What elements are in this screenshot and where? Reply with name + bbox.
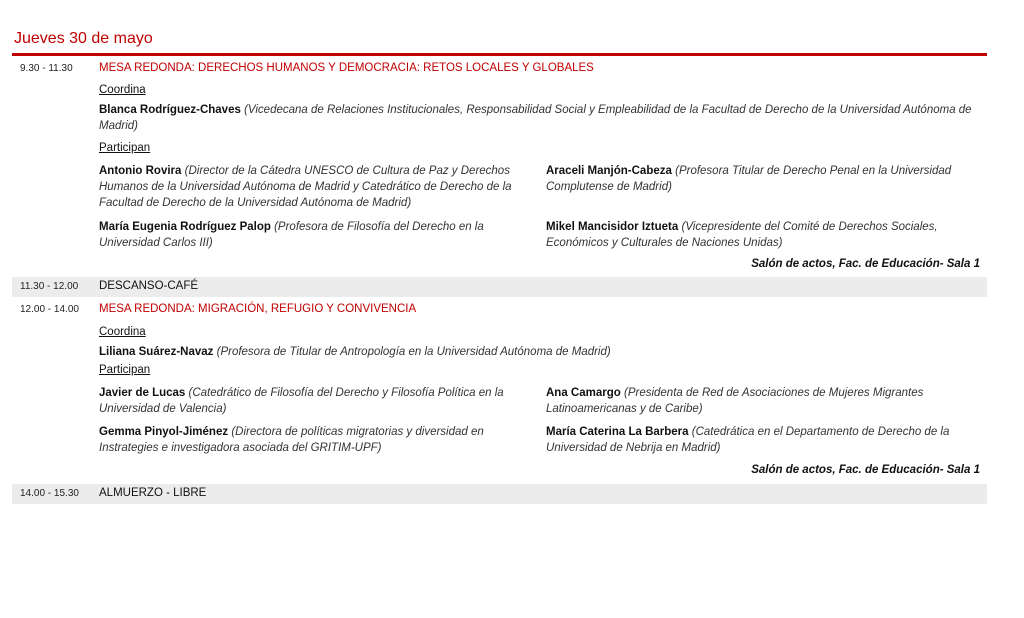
participant-role: (Directora de políticas migratorias y diversidad en Instrategies e investigadora asociada del GRITIM-UPF) xyxy=(99,426,484,454)
coordinator xyxy=(99,344,982,360)
coordinator-name: Liliana Suárez-Navaz xyxy=(99,346,214,358)
coordina-label: Coordina xyxy=(99,84,146,96)
lunch-title: ALMUERZO - LIBRE xyxy=(99,487,207,499)
participant-name: Antonio Rovira xyxy=(99,165,182,177)
participant-role: (Profesora de Filosofía del Derecho en la Universidad Carlos III) xyxy=(99,221,484,249)
session-1 xyxy=(12,58,987,276)
lunch-row xyxy=(12,484,987,504)
coordinator xyxy=(99,102,982,134)
coordinator-name: Blanca Rodríguez-Chaves xyxy=(99,104,241,116)
participant-name: Araceli Manjón-Cabeza xyxy=(546,165,672,177)
participant xyxy=(546,163,978,195)
coordina-label: Coordina xyxy=(99,326,146,338)
participant xyxy=(546,424,978,456)
participant xyxy=(546,219,978,251)
participant-name: María Caterina La Barbera xyxy=(546,426,689,438)
participant-name: Ana Camargo xyxy=(546,387,621,399)
header-divider xyxy=(12,53,987,56)
session-title: MESA REDONDA: DERECHOS HUMANOS Y DEMOCRACIA: RETOS LOCALES Y GLOBALES xyxy=(99,62,594,74)
session-time: 9.30 - 11.30 xyxy=(20,63,73,74)
session-title: MESA REDONDA: MIGRACIÓN, REFUGIO Y CONVIVENCIA xyxy=(99,303,417,315)
participant xyxy=(99,219,531,251)
participant-role: (Catedrática en el Departamento de Derecho de la Universidad de Nebrija en Madrid) xyxy=(546,426,950,454)
coordinator-role: (Profesora de Titular de Antropología en la Universidad Autónoma de Madrid) xyxy=(216,346,611,358)
break-time: 11.30 - 12.00 xyxy=(20,281,79,292)
participant xyxy=(99,424,531,456)
participant-role: (Vicepresidente del Comité de Derechos Sociales, Económicos y Culturales de Naciones Unidas) xyxy=(546,221,938,249)
day-title: Jueves 30 de mayo xyxy=(14,30,153,47)
lunch-time: 14.00 - 15.30 xyxy=(20,488,79,499)
venue: Salón de actos, Fac. de Educación- Sala 1 xyxy=(751,258,980,270)
participant xyxy=(99,385,531,417)
participant xyxy=(99,163,531,211)
participant-role: (Director de la Cátedra UNESCO de Cultura de Paz y Derechos Humanos de la Universidad Autónoma de Madrid y Catedrático de Derecho de la Facultad de Derecho de la Universidad Autónoma de Madrid) xyxy=(99,165,512,209)
participant-name: Gemma Pinyol-Jiménez xyxy=(99,426,229,438)
session-2 xyxy=(12,299,987,482)
participant-name: María Eugenia Rodríguez Palop xyxy=(99,221,271,233)
venue: Salón de actos, Fac. de Educación- Sala 1 xyxy=(751,464,980,476)
participant-role: (Catedrático de Filosofía del Derecho y Filosofía Política en la Universidad de Valencia) xyxy=(99,387,504,415)
participant-name: Mikel Mancisidor Iztueta xyxy=(546,221,679,233)
participan-label: Participan xyxy=(99,142,151,154)
participant-role: (Profesora Titular de Derecho Penal en la Universidad Complutense de Madrid) xyxy=(546,165,952,193)
break-title: DESCANSO-CAFÉ xyxy=(99,280,199,292)
participan-label: Participan xyxy=(99,364,151,376)
session-time: 12.00 - 14.00 xyxy=(20,304,79,315)
participant xyxy=(546,385,978,417)
coordinator-role: (Vicedecana de Relaciones Institucionales, Responsabilidad Social y Empleabilidad de la Facultad de Derecho de la Universidad Autónoma de Madrid) xyxy=(99,104,972,132)
break-row xyxy=(12,277,987,297)
participant-name: Javier de Lucas xyxy=(99,387,186,399)
participant-role: (Presidenta de Red de Asociaciones de Mujeres Migrantes Latinoamericanas y de Caribe) xyxy=(546,387,924,415)
